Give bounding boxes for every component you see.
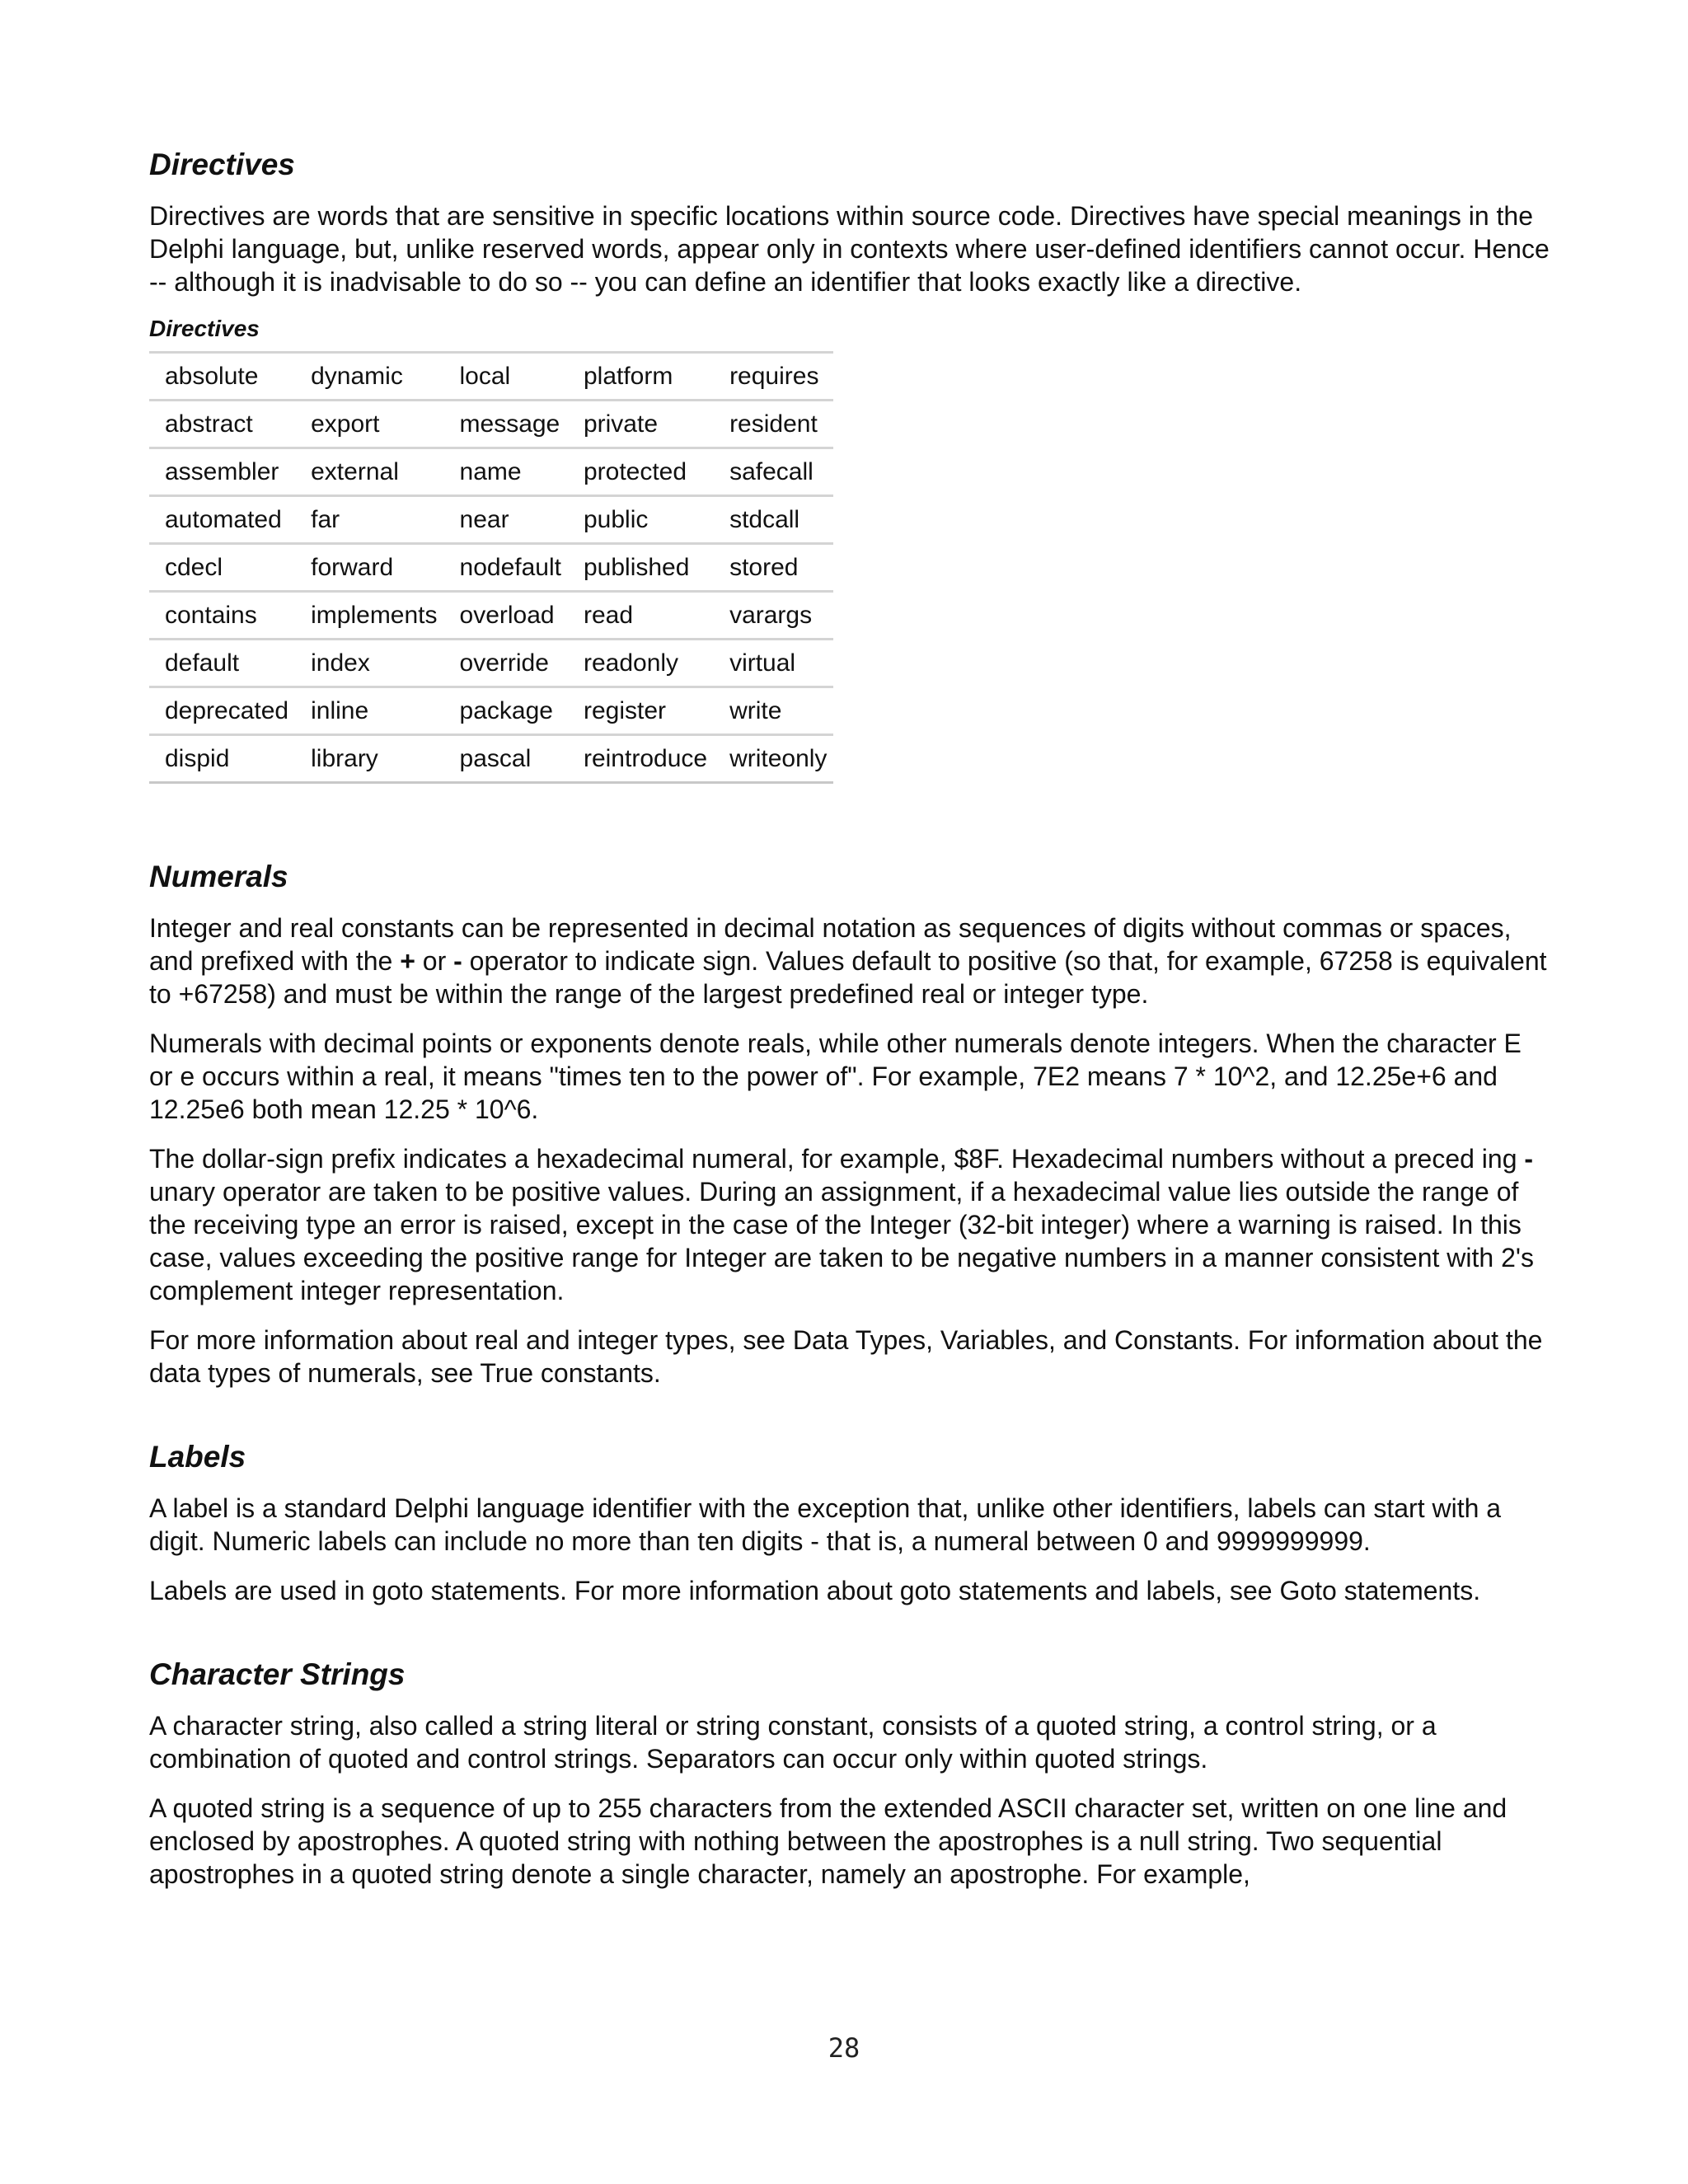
table-cell: index bbox=[295, 638, 443, 686]
table-row bbox=[149, 542, 833, 590]
table-cell: read bbox=[568, 590, 714, 638]
numerals-heading: Numerals bbox=[149, 860, 288, 893]
labels-heading: Labels bbox=[149, 1440, 246, 1474]
numerals-paragraph-1: Integer and real constants can be represented in decimal notation as sequences of digits without commas or spaces, and prefixed with the + or - operator to indicate sign. Values default to positive (so that, for example, 67258 is equivalent to +67258) and must be within the range of the largest predefined real or integer type. bbox=[149, 913, 1547, 1009]
numerals-paragraph-3: The dollar-sign prefix indicates a hexadecimal numeral, for example, $8F. Hexadecimal numbers without a preced ing - unary operator are taken to be positive values. During an assignment, if a hexadecimal value lies outside the range of the receiving type an error is raised, except in the case of the Integer (32-bit integer) where a warning is raised. In this case, values exceeding the positive range for Integer are taken to be negative numbers in a manner consistent with 2's complement integer representation. bbox=[149, 1144, 1534, 1305]
table-cell: local bbox=[444, 351, 568, 399]
table-cell: reintroduce bbox=[568, 733, 714, 781]
table-cell: public bbox=[568, 494, 714, 542]
table-cell: default bbox=[149, 638, 295, 686]
table-cell: write bbox=[714, 686, 833, 733]
table-cell: dispid bbox=[149, 733, 295, 781]
page-number: 28 bbox=[828, 2032, 860, 2064]
table-cell: register bbox=[568, 686, 714, 733]
table-cell: varargs bbox=[714, 590, 833, 638]
table-cell: package bbox=[444, 686, 568, 733]
character-strings-heading: Character Strings bbox=[149, 1657, 406, 1691]
directives-table-body bbox=[149, 351, 833, 781]
table-row bbox=[149, 399, 833, 447]
table-cell: absolute bbox=[149, 351, 295, 399]
numerals-paragraph-4: For more information about real and integer types, see Data Types, Variables, and Constants. For information about the data types of numerals, see True constants. bbox=[149, 1325, 1543, 1388]
table-cell: safecall bbox=[714, 447, 833, 494]
table-cell: override bbox=[444, 638, 568, 686]
table-cell: contains bbox=[149, 590, 295, 638]
table-cell: nodefault bbox=[444, 542, 568, 590]
table-cell: virtual bbox=[714, 638, 833, 686]
table-row bbox=[149, 351, 833, 399]
table-cell: cdecl bbox=[149, 542, 295, 590]
table-cell: stored bbox=[714, 542, 833, 590]
directives-table bbox=[149, 351, 833, 784]
table-cell: writeonly bbox=[714, 733, 833, 781]
table-cell: pascal bbox=[444, 733, 568, 781]
directives-heading: Directives bbox=[149, 148, 295, 181]
table-cell: inline bbox=[295, 686, 443, 733]
directives-paragraph: Directives are words that are sensitive in specific locations within source code. Directives have special meanings in the Delphi language, but, unlike reserved words, appear only in contexts where user-defined identifiers cannot occur. Hence -- although it is inadvisable to do so -- you can define an identifier that looks exactly like a directive. bbox=[149, 201, 1550, 297]
table-cell: export bbox=[295, 399, 443, 447]
table-row bbox=[149, 686, 833, 733]
table-row bbox=[149, 638, 833, 686]
table-cell: dynamic bbox=[295, 351, 443, 399]
character-strings-paragraph-1: A character string, also called a string literal or string constant, consists of a quoted string, a control string, or a combination of quoted and control strings. Separators can occur only within quoted strings. bbox=[149, 1711, 1437, 1774]
table-row bbox=[149, 447, 833, 494]
labels-paragraph-1: A label is a standard Delphi language identifier with the exception that, unlike other identifiers, labels can start with a digit. Numeric labels can include no more than ten digits - that is, a numeral between 0 and 9999999999. bbox=[149, 1493, 1502, 1556]
character-strings-paragraph-2: A quoted string is a sequence of up to 255 characters from the extended ASCII character set, written on one line and enclosed by apostrophes. A quoted string with nothing between the apostrophes is a null string. Two sequential apostrophes in a quoted string denote a single character, namely an apostrophe. For example, bbox=[149, 1793, 1507, 1889]
table-cell: overload bbox=[444, 590, 568, 638]
table-cell: stdcall bbox=[714, 494, 833, 542]
table-cell: external bbox=[295, 447, 443, 494]
table-cell: private bbox=[568, 399, 714, 447]
table-cell: near bbox=[444, 494, 568, 542]
table-cell: readonly bbox=[568, 638, 714, 686]
table-cell: requires bbox=[714, 351, 833, 399]
table-cell: message bbox=[444, 399, 568, 447]
table-cell: protected bbox=[568, 447, 714, 494]
table-cell: implements bbox=[295, 590, 443, 638]
table-cell: abstract bbox=[149, 399, 295, 447]
table-cell: assembler bbox=[149, 447, 295, 494]
labels-paragraph-2: Labels are used in goto statements. For more information about goto statements and labels, see Goto statements. bbox=[149, 1576, 1481, 1605]
table-cell: name bbox=[444, 447, 568, 494]
directives-table-caption: Directives bbox=[149, 316, 260, 341]
table-cell: forward bbox=[295, 542, 443, 590]
table-cell: deprecated bbox=[149, 686, 295, 733]
table-cell: automated bbox=[149, 494, 295, 542]
table-row bbox=[149, 494, 833, 542]
table-cell: far bbox=[295, 494, 443, 542]
table-cell: resident bbox=[714, 399, 833, 447]
table-row bbox=[149, 590, 833, 638]
table-row bbox=[149, 733, 833, 781]
numerals-paragraph-2: Numerals with decimal points or exponents denote reals, while other numerals denote integers. When the character E or e occurs within a real, it means "times ten to the power of". For example, 7E2 means 7 * 10^2, and 12.25e+6 and 12.25e6 both mean 12.25 * 10^6. bbox=[149, 1029, 1522, 1124]
table-cell: published bbox=[568, 542, 714, 590]
table-cell: platform bbox=[568, 351, 714, 399]
table-cell: library bbox=[295, 733, 443, 781]
